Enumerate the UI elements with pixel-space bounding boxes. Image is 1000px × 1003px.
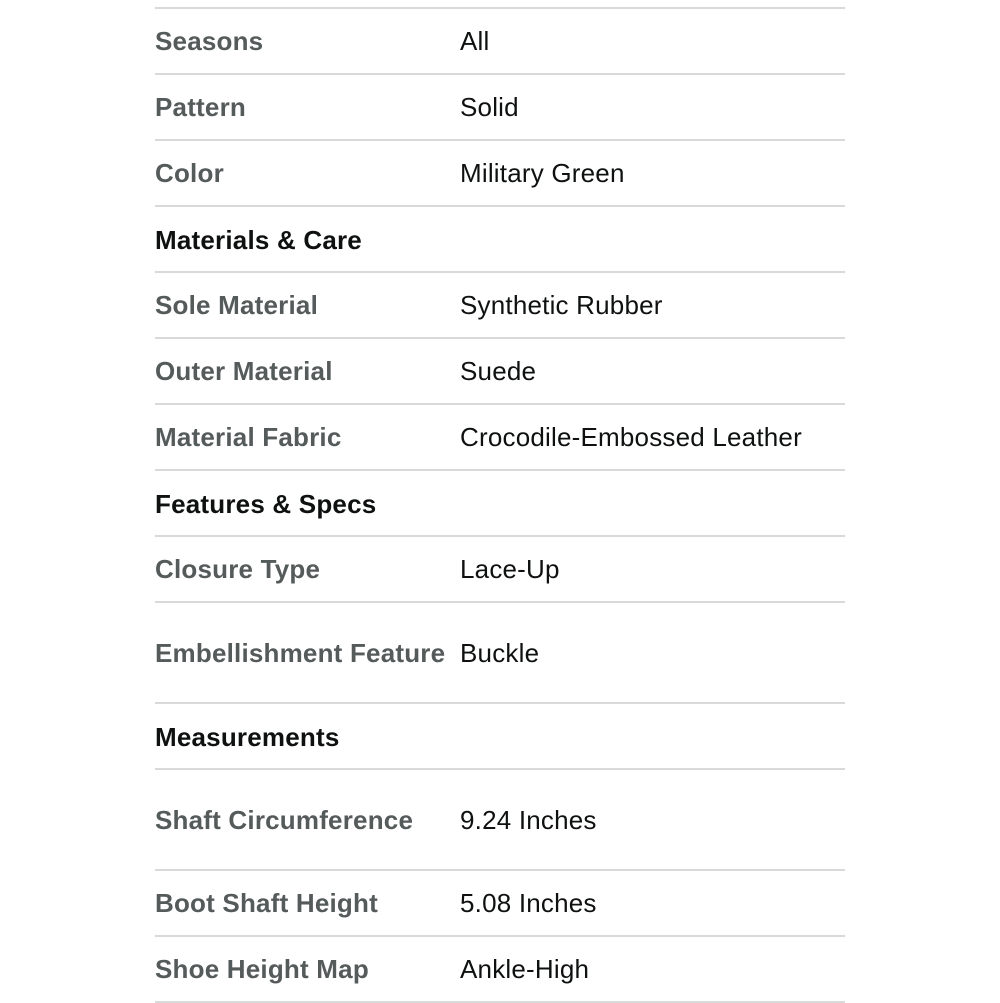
spec-label: Outer Material bbox=[155, 356, 333, 386]
section-header-features-specs bbox=[155, 471, 845, 537]
spec-row-color bbox=[155, 141, 845, 207]
spec-label: Seasons bbox=[155, 26, 264, 56]
spec-row-shaft-circumference bbox=[155, 770, 845, 871]
spec-value: Synthetic Rubber bbox=[460, 290, 663, 320]
section-title: Materials & Care bbox=[155, 224, 362, 255]
spec-value: All bbox=[460, 26, 490, 56]
spec-row-material-fabric bbox=[155, 405, 845, 471]
spec-row-embellishment-feature bbox=[155, 603, 845, 704]
spec-row-closure-type bbox=[155, 537, 845, 603]
spec-value: Lace-Up bbox=[460, 554, 560, 584]
section-title: Features & Specs bbox=[155, 488, 377, 519]
spec-value: Solid bbox=[460, 92, 519, 122]
spec-row-seasons bbox=[155, 9, 845, 75]
spec-value: Crocodile-Embossed Leather bbox=[460, 422, 802, 452]
spec-label: Shoe Height Map bbox=[155, 954, 369, 984]
section-header-materials-care bbox=[155, 207, 845, 273]
spec-label: Material Fabric bbox=[155, 422, 342, 452]
spec-label: Color bbox=[155, 158, 224, 188]
spec-value: 5.08 Inches bbox=[460, 888, 597, 918]
spec-label: Sole Material bbox=[155, 290, 318, 320]
spec-value: Military Green bbox=[460, 158, 625, 188]
spec-label: Shaft Circumference bbox=[155, 804, 414, 835]
spec-value: Ankle-High bbox=[460, 954, 590, 984]
section-header-measurements bbox=[155, 704, 845, 770]
spec-row-shoe-height-map bbox=[155, 937, 845, 1003]
section-title: Measurements bbox=[155, 721, 340, 752]
spec-label: Pattern bbox=[155, 92, 246, 122]
spec-label: Embellishment Feature bbox=[155, 637, 446, 668]
product-details-table bbox=[155, 7, 845, 1003]
spec-label: Boot Shaft Height bbox=[155, 888, 378, 918]
spec-row-outer-material bbox=[155, 339, 845, 405]
spec-row-pattern bbox=[155, 75, 845, 141]
spec-value: Suede bbox=[460, 356, 537, 386]
spec-row-sole-material bbox=[155, 273, 845, 339]
spec-label: Closure Type bbox=[155, 554, 321, 584]
spec-row-boot-shaft-height bbox=[155, 871, 845, 937]
spec-value: Buckle bbox=[460, 637, 540, 668]
spec-value: 9.24 Inches bbox=[460, 804, 597, 835]
